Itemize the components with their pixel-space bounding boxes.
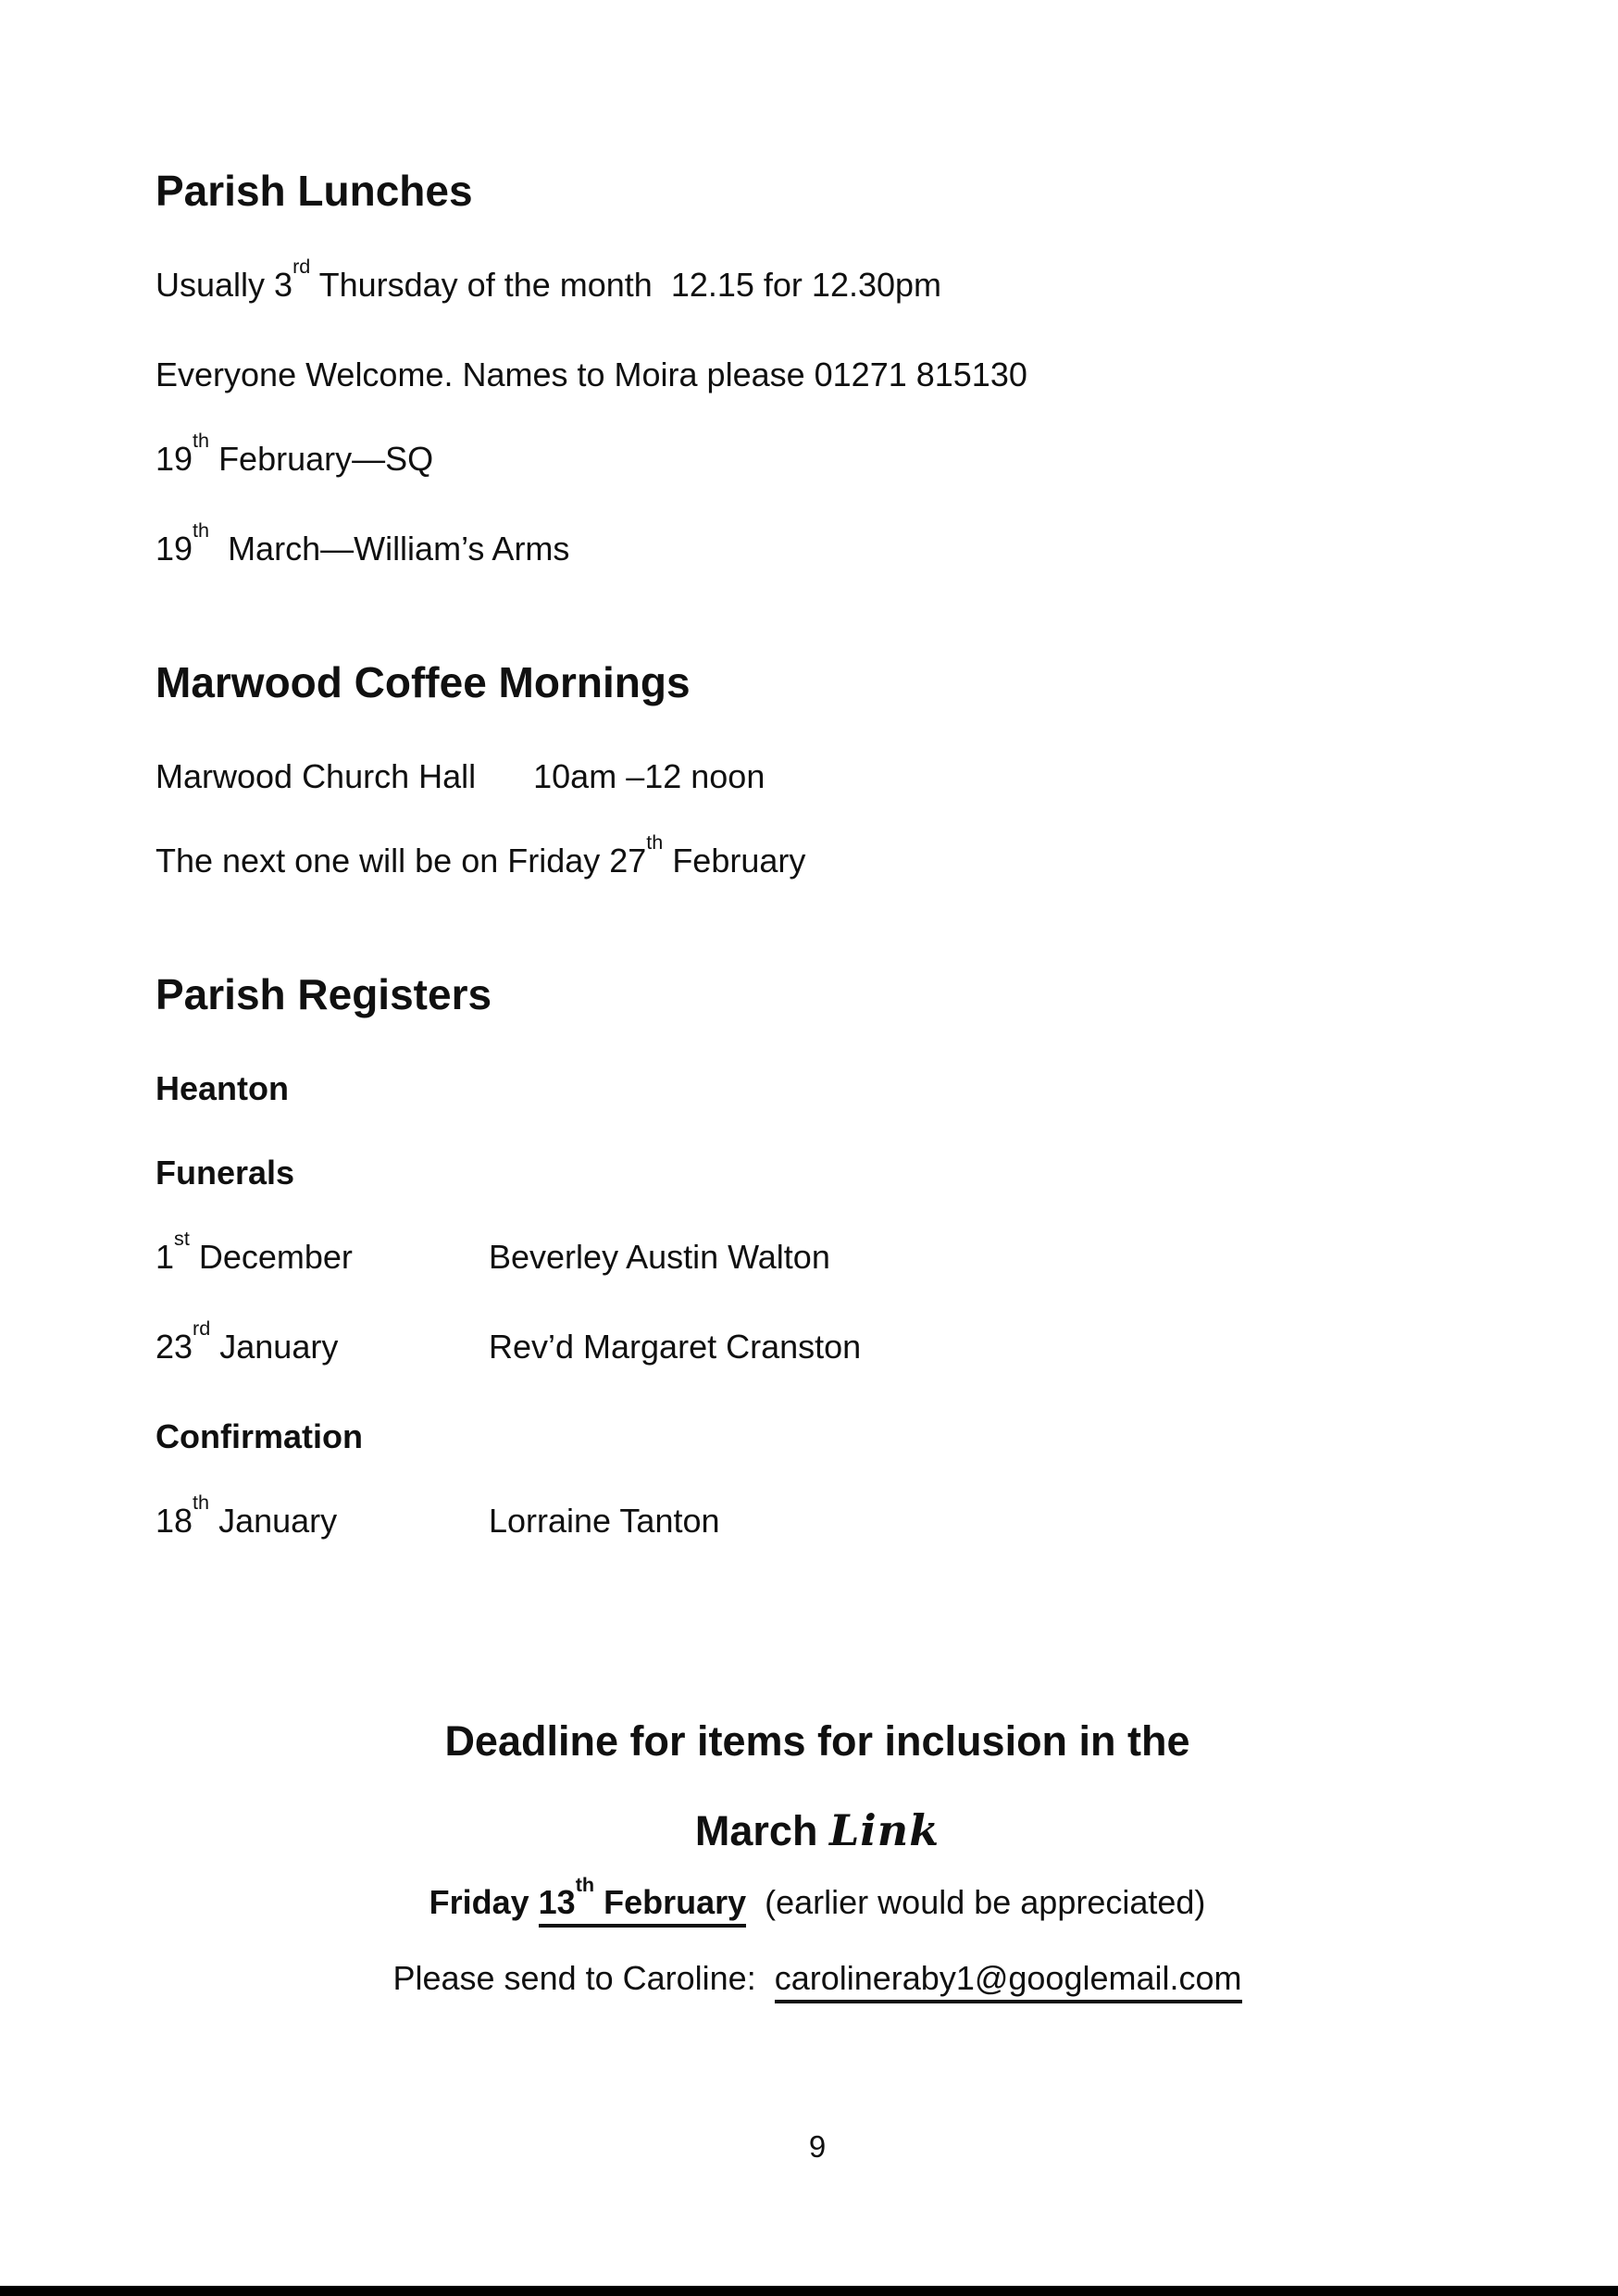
register-name: Lorraine Tanton	[489, 1501, 720, 1540]
text-segment: January	[209, 1501, 338, 1540]
marwood-coffee-next-line	[156, 830, 1479, 881]
deadline-send-line	[156, 1959, 1479, 1998]
deadline-notice	[156, 1717, 1479, 1999]
text-segment: 13	[538, 1883, 576, 1922]
deadline-day: Friday	[429, 1883, 539, 1922]
text-segment: 1	[156, 1237, 175, 1276]
ordinal-superscript: th	[193, 1490, 210, 1514]
venue-name: Marwood Church Hall	[156, 756, 477, 795]
parish-lunches-line-contact: Everyone Welcome. Names to Moira please 01271 815130	[156, 355, 1027, 393]
register-place-subheading: Heanton	[156, 1068, 289, 1107]
register-entry-funeral	[156, 1316, 1479, 1367]
text-segment: January	[210, 1327, 339, 1366]
text-segment: March—William’s Arms	[209, 529, 570, 568]
publication-name: Link	[828, 1805, 940, 1856]
register-name: Rev’d Margaret Cranston	[489, 1327, 862, 1366]
deadline-date-underlined	[538, 1872, 747, 1928]
page-content	[156, 167, 1479, 2165]
text-segment: The next one will be on Friday 27	[156, 841, 647, 880]
issue-month: March	[694, 1807, 829, 1855]
send-label: Please send to Caroline:	[392, 1959, 775, 1998]
parish-registers-heading: Parish Registers	[156, 969, 492, 1018]
register-name: Beverley Austin Walton	[489, 1237, 830, 1276]
register-date	[156, 1316, 489, 1367]
ordinal-superscript: th	[193, 518, 210, 543]
page-number: 9	[808, 2129, 827, 2165]
parish-lunches-line-schedule	[156, 255, 1479, 306]
register-date	[156, 1490, 489, 1541]
text-segment: February	[663, 841, 806, 880]
ordinal-superscript: rd	[292, 255, 311, 279]
parish-lunches-heading: Parish Lunches	[156, 167, 473, 215]
register-funerals-subheading: Funerals	[156, 1153, 295, 1192]
deadline-date-line	[156, 1872, 1479, 1922]
ordinal-superscript: th	[646, 830, 664, 854]
text-segment: Thursday of the month 12.15 for 12.30pm	[310, 265, 942, 304]
deadline-issue-line	[156, 1805, 1479, 1855]
register-date	[156, 1226, 489, 1278]
deadline-note: (earlier would be appreciated)	[746, 1883, 1206, 1922]
marwood-coffee-heading: Marwood Coffee Mornings	[156, 657, 691, 706]
ordinal-superscript: th	[575, 1872, 595, 1896]
text-segment: 19	[156, 439, 193, 478]
register-entry-confirmation	[156, 1490, 1479, 1541]
parish-lunches-date-march	[156, 518, 1479, 569]
deadline-title-line: Deadline for items for inclusion in the	[444, 1716, 1190, 1765]
text-segment: 18	[156, 1501, 193, 1540]
venue-time: 10am –12 noon	[533, 756, 765, 795]
text-segment: February—SQ	[209, 439, 434, 478]
register-entry-funeral	[156, 1226, 1479, 1278]
text-segment: Usually 3	[156, 265, 293, 304]
marwood-coffee-venue-line	[156, 755, 1479, 797]
text-segment: 23	[156, 1327, 193, 1366]
text-segment: 19	[156, 529, 193, 568]
email-link[interactable]: carolineraby1@googlemail.com	[775, 1959, 1242, 2003]
ordinal-superscript: st	[174, 1226, 190, 1250]
text-segment: December	[189, 1237, 353, 1276]
ordinal-superscript: th	[193, 429, 210, 453]
text-segment: February	[594, 1883, 747, 1922]
page-bottom-border	[0, 2286, 1618, 2296]
ordinal-superscript: rd	[193, 1316, 211, 1340]
register-confirmation-subheading: Confirmation	[156, 1416, 363, 1455]
parish-lunches-date-february	[156, 429, 1479, 480]
